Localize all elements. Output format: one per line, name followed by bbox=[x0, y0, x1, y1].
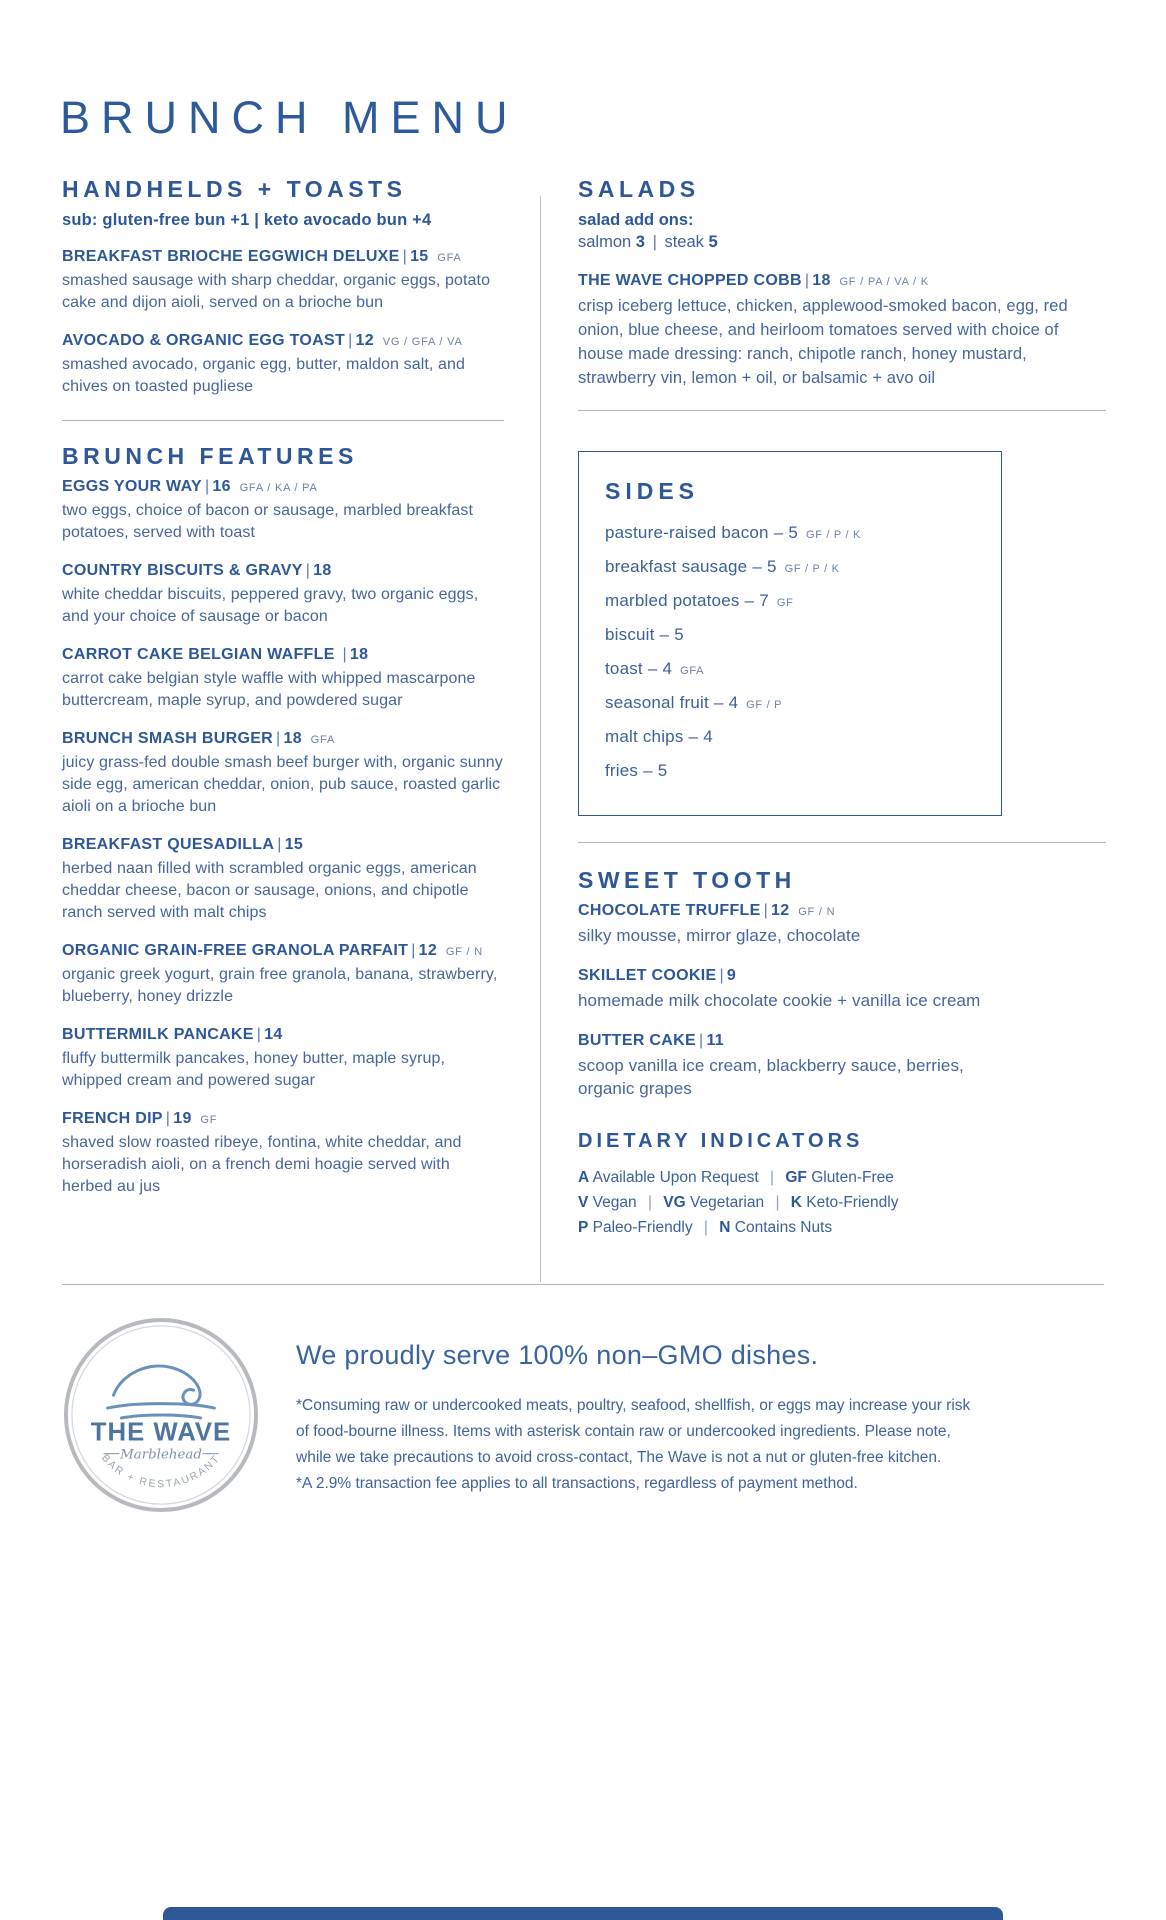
side-price: 7 bbox=[759, 591, 769, 610]
fine-print-line: *A 2.9% transaction fee applies to all transactions, regardless of payment method. bbox=[296, 1475, 858, 1492]
side-tags: GF bbox=[776, 597, 794, 609]
item-description: fluffy buttermilk pancakes, honey butter, maple syrup, whipped cream and powered sugar bbox=[62, 1050, 446, 1089]
side-tags: GF / P / K bbox=[784, 563, 840, 575]
pipe-separator: | bbox=[652, 233, 657, 251]
item-name-line bbox=[578, 272, 1106, 290]
item-name: AVOCADO & ORGANIC EGG TOAST bbox=[62, 332, 346, 349]
dash-separator: – bbox=[744, 591, 755, 610]
divider-left-column bbox=[62, 420, 504, 421]
addon-name: steak bbox=[664, 233, 704, 251]
side-name: biscuit bbox=[605, 625, 655, 644]
pipe-separator: | bbox=[402, 248, 408, 265]
pipe-separator: | bbox=[804, 272, 810, 289]
logo-location: Marblehead bbox=[120, 1447, 202, 1463]
side-name: toast bbox=[605, 659, 643, 678]
footer bbox=[62, 1316, 1104, 1514]
menu-item-breakfast-quesadilla bbox=[62, 836, 504, 924]
menu-item-smash-burger bbox=[62, 730, 504, 818]
item-price: 12 bbox=[771, 902, 790, 919]
pipe-separator: | bbox=[763, 902, 769, 919]
dietary-code: P bbox=[578, 1219, 589, 1236]
item-description: juicy grass-fed double smash beef burger with, organic sunny side egg, american cheddar, onion, pub sauce, roasted garlic aioli on a brioche bun bbox=[62, 754, 503, 815]
pipe-separator: | bbox=[775, 1194, 780, 1211]
item-description: herbed naan filled with scrambled organic eggs, american cheddar cheese, bacon or sausage, onions, and chipotle ranch served with malt chips bbox=[62, 860, 477, 921]
addon-name: salmon bbox=[578, 233, 632, 251]
addon-price: 5 bbox=[708, 233, 718, 251]
menu-item-skillet-cookie bbox=[578, 967, 1106, 1012]
pipe-separator: | bbox=[703, 1219, 708, 1236]
item-description: homemade milk chocolate cookie + vanilla ice cream bbox=[578, 991, 981, 1010]
divider-under-salads bbox=[578, 410, 1106, 411]
item-name: BUTTERMILK PANCAKE bbox=[62, 1026, 254, 1043]
item-name: COUNTRY BISCUITS & GRAVY bbox=[62, 562, 303, 579]
item-name: SKILLET COOKIE bbox=[578, 967, 717, 984]
item-tags: GFA bbox=[310, 734, 336, 746]
section-handhelds bbox=[62, 176, 504, 398]
side-tags: GF / P bbox=[746, 699, 783, 711]
item-price: 12 bbox=[418, 942, 438, 959]
item-name-line bbox=[62, 646, 504, 664]
side-item-fruit bbox=[605, 687, 981, 721]
dietary-label: Contains Nuts bbox=[734, 1219, 833, 1236]
dietary-code: K bbox=[790, 1194, 802, 1211]
side-item-fries bbox=[605, 755, 981, 789]
dietary-code: GF bbox=[785, 1169, 807, 1186]
side-item-biscuit bbox=[605, 619, 981, 653]
menu-item-chopped-cobb bbox=[578, 272, 1106, 390]
menu-item-granola-parfait bbox=[62, 942, 504, 1008]
item-name: CARROT CAKE BELGIAN WAFFLE bbox=[62, 646, 335, 663]
dietary-label: Paleo-Friendly bbox=[592, 1219, 693, 1236]
item-description: carrot cake belgian style waffle with whipped mascarpone buttercream, maple syrup, and powdered sugar bbox=[62, 670, 476, 709]
item-name: CHOCOLATE TRUFFLE bbox=[578, 902, 761, 919]
item-tags: GF / N bbox=[798, 906, 836, 918]
item-name-line bbox=[62, 1110, 504, 1128]
addon-price: 3 bbox=[635, 233, 645, 251]
item-description: shaved slow roasted ribeye, fontina, white cheddar, and horseradish aioli, on a french demi hoagie served with herbed au jus bbox=[62, 1134, 462, 1195]
pipe-separator: | bbox=[305, 562, 311, 579]
menu-item-biscuits-gravy bbox=[62, 562, 504, 628]
item-price: 18 bbox=[812, 272, 831, 289]
item-name-line bbox=[62, 332, 504, 350]
dash-separator: – bbox=[773, 523, 784, 542]
item-name-line bbox=[578, 1032, 1106, 1050]
side-name: breakfast sausage bbox=[605, 557, 748, 576]
pipe-separator: | bbox=[256, 1026, 262, 1043]
fine-print-line: *Consuming raw or undercooked meats, poultry, seafood, shellfish, or eggs may increase your risk bbox=[296, 1397, 971, 1414]
logo-name: THE WAVE bbox=[90, 1418, 232, 1447]
section-title-dietary: DIETARY INDICATORS bbox=[578, 1130, 864, 1152]
wave-icon bbox=[108, 1366, 215, 1418]
dietary-code: VG bbox=[663, 1194, 686, 1211]
the-wave-logo bbox=[62, 1316, 260, 1514]
pipe-separator: | bbox=[647, 1194, 652, 1211]
item-name-line bbox=[62, 730, 504, 748]
item-name-line bbox=[62, 836, 504, 854]
menu-item-french-dip bbox=[62, 1110, 504, 1198]
dietary-row-1 bbox=[578, 1165, 1106, 1190]
bottom-accent-bar bbox=[163, 1907, 1003, 1920]
pipe-separator: | bbox=[719, 967, 724, 984]
item-price: 18 bbox=[283, 730, 302, 747]
menu-item-chocolate-truffle bbox=[578, 902, 1106, 947]
side-tags: GF / P / K bbox=[805, 529, 862, 541]
dietary-row-2 bbox=[578, 1190, 1106, 1215]
section-sweet-tooth bbox=[578, 867, 1106, 1100]
side-price: 5 bbox=[788, 523, 799, 542]
dash-separator: – bbox=[647, 659, 658, 678]
item-price: 15 bbox=[284, 836, 304, 853]
side-price: 4 bbox=[728, 693, 739, 712]
section-brunch-features bbox=[62, 443, 504, 1198]
fine-print bbox=[296, 1393, 970, 1497]
side-name: malt chips bbox=[605, 727, 684, 746]
pipe-separator: | bbox=[165, 1110, 171, 1127]
side-item-potatoes bbox=[605, 585, 981, 619]
side-name: seasonal fruit bbox=[605, 693, 709, 712]
dietary-row-3 bbox=[578, 1215, 1106, 1240]
pipe-separator: | bbox=[348, 332, 353, 349]
item-description: two eggs, choice of bacon or sausage, marbled breakfast potatoes, served with toast bbox=[62, 502, 474, 541]
item-name: THE WAVE CHOPPED COBB bbox=[578, 272, 802, 289]
item-price: 9 bbox=[726, 967, 737, 984]
item-price: 15 bbox=[410, 248, 429, 265]
pipe-separator: | bbox=[770, 1169, 775, 1186]
menu-item-carrot-waffle bbox=[62, 646, 504, 712]
menu-item-eggs-your-way bbox=[62, 478, 504, 544]
pipe-separator: | bbox=[276, 730, 281, 747]
item-description: smashed sausage with sharp cheddar, organic eggs, potato cake and dijon aioli, served on a brioche bun bbox=[62, 272, 491, 311]
pipe-separator: | bbox=[342, 646, 347, 663]
item-name-line bbox=[578, 902, 1106, 920]
item-tags: GFA / KA / PA bbox=[239, 482, 318, 494]
item-name-line bbox=[62, 248, 504, 266]
item-price: 11 bbox=[706, 1032, 724, 1049]
side-price: 5 bbox=[766, 557, 777, 576]
side-item-malt-chips bbox=[605, 721, 981, 755]
section-title-brunch-features: BRUNCH FEATURES bbox=[62, 443, 358, 469]
item-description: white cheddar biscuits, peppered gravy, two organic eggs, and your choice of sausage or bacon bbox=[62, 586, 479, 625]
item-name: EGGS YOUR WAY bbox=[62, 478, 202, 495]
side-price: 4 bbox=[662, 659, 673, 678]
dietary-label: Available Upon Request bbox=[592, 1169, 759, 1186]
dash-separator: – bbox=[713, 693, 724, 712]
item-tags: GFA bbox=[437, 252, 462, 264]
dietary-label: Keto-Friendly bbox=[806, 1194, 899, 1211]
dietary-label: Gluten-Free bbox=[811, 1169, 894, 1186]
item-tags: GF / PA / VA / K bbox=[839, 276, 929, 288]
dietary-code: N bbox=[719, 1219, 731, 1236]
section-title-sides: SIDES bbox=[605, 478, 700, 504]
section-salads bbox=[578, 176, 1106, 390]
item-name-line bbox=[578, 967, 1106, 985]
menu-item-eggwich bbox=[62, 248, 504, 314]
item-description: silky mousse, mirror glaze, chocolate bbox=[578, 926, 861, 945]
dietary-code: A bbox=[578, 1169, 590, 1186]
salad-addons bbox=[578, 233, 1106, 252]
side-item-bacon bbox=[605, 517, 981, 551]
menu-item-butter-cake bbox=[578, 1032, 1106, 1100]
page-title: BRUNCH MENU bbox=[60, 92, 519, 143]
side-item-toast bbox=[605, 653, 981, 687]
divider-under-sides bbox=[578, 842, 1106, 843]
logo-tagline: BAR + RESTAURANT bbox=[98, 1452, 224, 1491]
dash-separator: – bbox=[643, 761, 653, 780]
menu-item-avocado-toast bbox=[62, 332, 504, 398]
section-title-salads: SALADS bbox=[578, 176, 700, 202]
handhelds-subtitle: sub: gluten-free bun +1 | keto avocado bun +4 bbox=[62, 211, 432, 229]
side-tags: GFA bbox=[680, 665, 705, 677]
footer-divider bbox=[62, 1284, 1104, 1285]
left-column bbox=[62, 176, 504, 1216]
item-price: 18 bbox=[313, 562, 332, 579]
section-dietary-indicators bbox=[578, 1130, 1106, 1240]
item-name: BREAKFAST QUESADILLA bbox=[62, 836, 275, 853]
item-name-line bbox=[62, 562, 504, 580]
fine-print-line: while we take precautions to avoid cross-contact, The Wave is not a nut or gluten-free kitchen. bbox=[296, 1449, 942, 1466]
side-name: pasture-raised bacon bbox=[605, 523, 769, 542]
dietary-label: Vegan bbox=[592, 1194, 637, 1211]
item-tags: VG / GFA / VA bbox=[382, 336, 463, 348]
pipe-separator: | bbox=[204, 478, 210, 495]
menu-item-buttermilk-pancake bbox=[62, 1026, 504, 1092]
item-description: scoop vanilla ice cream, blackberry sauce, berries, organic grapes bbox=[578, 1056, 964, 1098]
item-price: 12 bbox=[355, 332, 374, 349]
sides-list bbox=[605, 517, 981, 789]
side-name: marbled potatoes bbox=[605, 591, 740, 610]
dietary-label: Vegetarian bbox=[690, 1194, 765, 1211]
item-name: ORGANIC GRAIN-FREE GRANOLA PARFAIT bbox=[62, 942, 409, 959]
item-price: 18 bbox=[349, 646, 369, 663]
item-description: smashed avocado, organic egg, butter, maldon salt, and chives on toasted pugliese bbox=[62, 356, 465, 395]
non-gmo-tagline: We proudly serve 100% non–GMO dishes. bbox=[296, 1340, 819, 1370]
side-price: 5 bbox=[674, 625, 684, 644]
pipe-separator: | bbox=[698, 1032, 704, 1049]
item-name: BUTTER CAKE bbox=[578, 1032, 696, 1049]
item-name-line bbox=[62, 942, 504, 960]
item-price: 19 bbox=[173, 1110, 192, 1127]
side-price: 4 bbox=[703, 727, 713, 746]
pipe-separator: | bbox=[277, 836, 282, 853]
fine-print-line: of food-bourne illness. Items with asterisk contain raw or undercooked ingredients. Please note, bbox=[296, 1423, 951, 1440]
item-description: crisp iceberg lettuce, chicken, applewood-smoked bacon, egg, red onion, blue cheese, and heirloom tomatoes served with choice of house made dressing: ranch, chipotle ranch, honey mustard, strawberry vin, lemon + oil, or balsamic + avo oil bbox=[578, 297, 1068, 387]
side-item-sausage bbox=[605, 551, 981, 585]
dash-separator: – bbox=[688, 727, 699, 746]
item-description: organic greek yogurt, grain free granola, banana, strawberry, blueberry, honey drizzle bbox=[62, 966, 498, 1005]
item-tags: GF / N bbox=[445, 946, 484, 958]
item-price: 16 bbox=[212, 478, 231, 495]
item-price: 14 bbox=[264, 1026, 283, 1043]
right-column bbox=[578, 176, 1106, 1240]
item-name: BRUNCH SMASH BURGER bbox=[62, 730, 274, 747]
dash-separator: – bbox=[659, 625, 670, 644]
column-divider bbox=[540, 196, 541, 1282]
sides-box bbox=[578, 451, 1002, 816]
footer-text bbox=[296, 1316, 970, 1497]
dietary-code: V bbox=[578, 1194, 589, 1211]
item-name: FRENCH DIP bbox=[62, 1110, 163, 1127]
item-tags: GF bbox=[200, 1114, 218, 1126]
section-title-handhelds: HANDHELDS + TOASTS bbox=[62, 176, 407, 202]
section-title-sweet-tooth: SWEET TOOTH bbox=[578, 867, 796, 893]
side-price: 5 bbox=[657, 761, 668, 780]
dash-separator: – bbox=[752, 557, 762, 576]
item-name-line bbox=[62, 1026, 504, 1044]
salad-addons-label: salad add ons: bbox=[578, 211, 694, 229]
pipe-separator: | bbox=[411, 942, 416, 959]
item-name-line bbox=[62, 478, 504, 496]
side-name: fries bbox=[605, 761, 639, 780]
item-name: BREAKFAST BRIOCHE EGGWICH DELUXE bbox=[62, 248, 400, 265]
